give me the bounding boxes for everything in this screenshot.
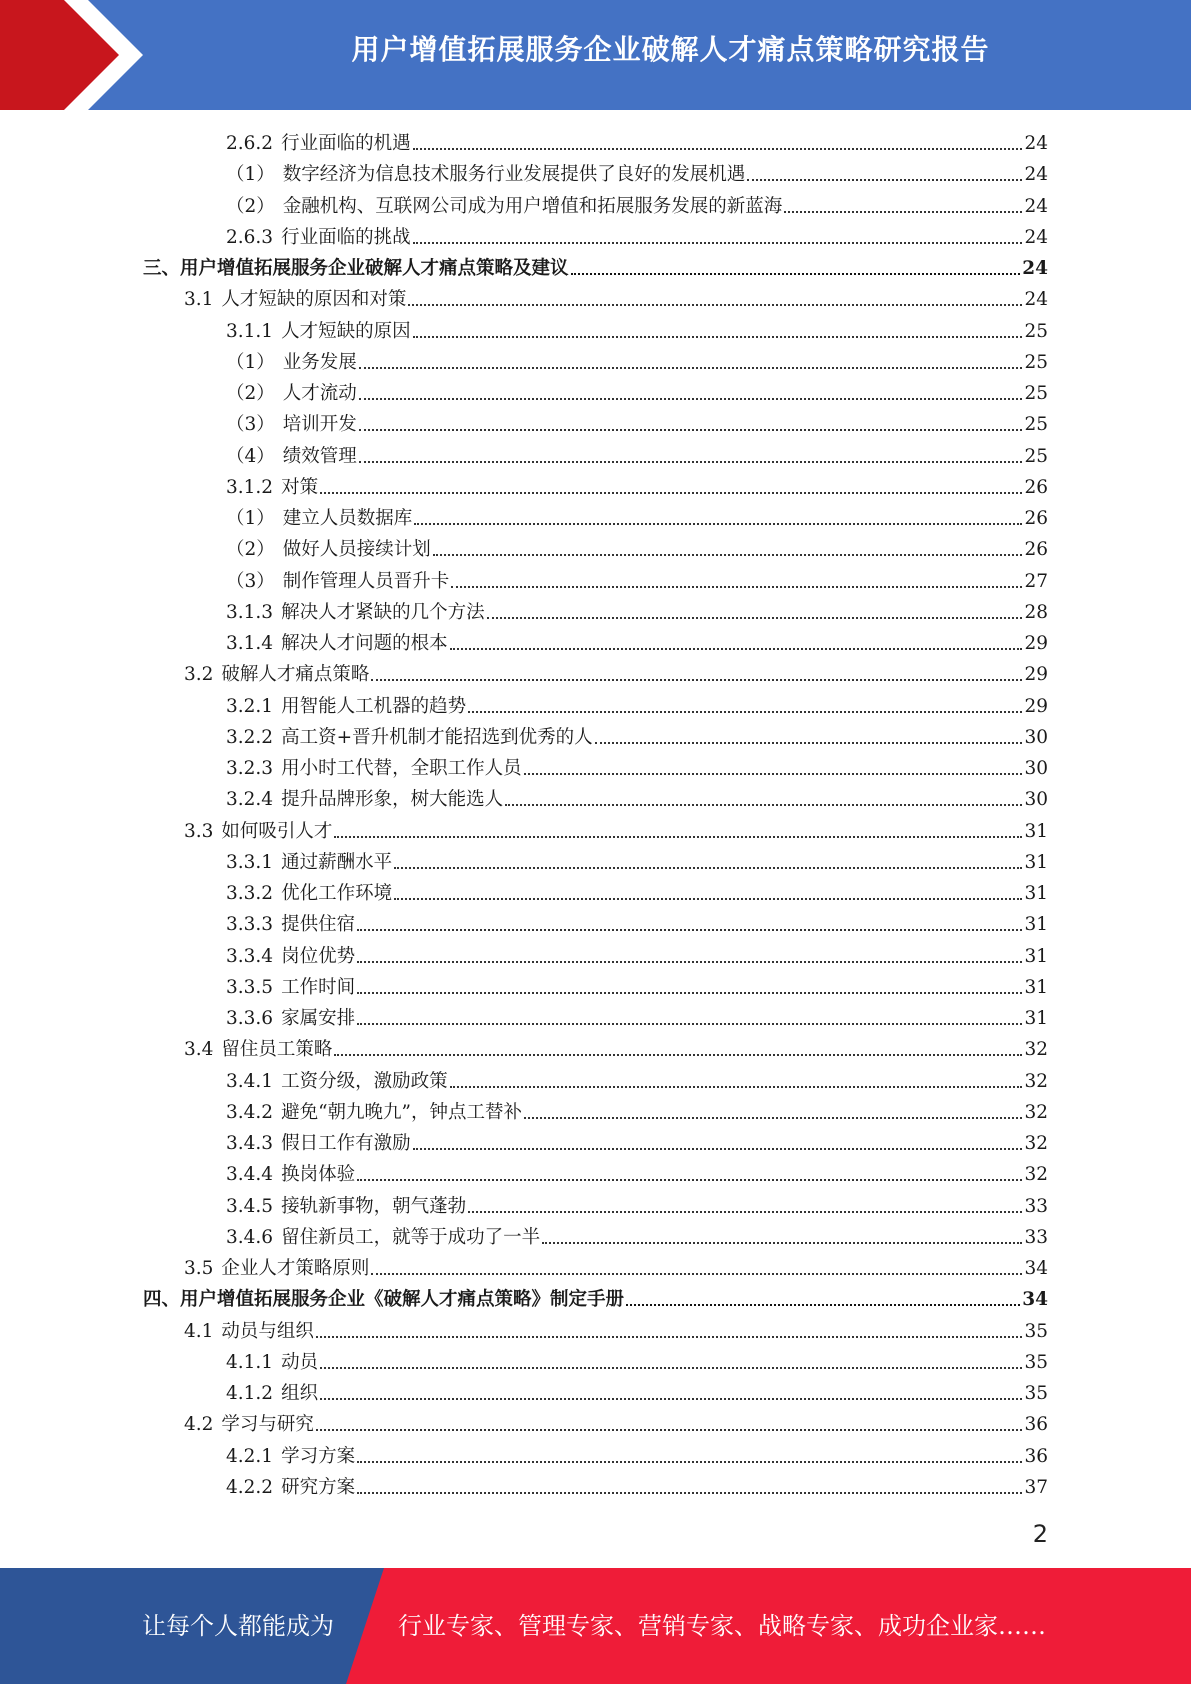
toc-entry-label: 三、用户增值拓展服务企业破解人才痛点策略及建议 xyxy=(143,258,569,279)
toc-entry[interactable] xyxy=(0,816,1191,844)
toc-entry-label: 用智能人工机器的趋势 xyxy=(281,695,467,717)
toc-entry-number: 3.2.2 xyxy=(226,726,274,748)
toc-entry-page: 24 xyxy=(1024,164,1048,186)
toc-entry[interactable] xyxy=(0,784,1191,812)
toc-entry-label: 绩效管理 xyxy=(282,445,357,467)
toc-entry-number: （1） xyxy=(226,351,275,373)
toc-entry-number: 3.3.6 xyxy=(226,1008,274,1029)
toc-entry-label: 企业人才策略原则 xyxy=(221,1258,370,1279)
toc-leader-dots xyxy=(450,648,1023,650)
toc-entry-title xyxy=(226,945,355,969)
toc-leader-dots xyxy=(487,617,1023,619)
toc-leader-dots xyxy=(316,1429,1023,1431)
toc-entry-number: 3.4.3 xyxy=(226,1133,274,1154)
toc-leader-dots xyxy=(320,1367,1022,1369)
toc-entry-number: 3.3.1 xyxy=(226,851,274,873)
toc-leader-dots xyxy=(451,586,1022,588)
toc-entry-number: 2.6.3 xyxy=(226,226,274,248)
toc-entry-page: 30 xyxy=(1024,758,1048,779)
toc-entry-number: （3） xyxy=(226,570,275,592)
toc-entry-title xyxy=(226,882,392,906)
toc-entry-label: 行业面临的挑战 xyxy=(281,226,411,248)
toc-entry-number: 3.3.3 xyxy=(226,914,274,936)
toc-entry[interactable] xyxy=(0,441,1191,469)
toc-leader-dots xyxy=(357,961,1022,963)
toc-entry-label: 行业面临的机遇 xyxy=(281,133,411,154)
toc-entry-title xyxy=(226,1070,448,1094)
toc-entry-title xyxy=(226,1007,355,1031)
toc-leader-dots xyxy=(468,1211,1022,1213)
toc-entry-number: （2） xyxy=(226,539,275,561)
toc-entry-label: 学习方案 xyxy=(281,1445,356,1467)
toc-entry-number: 3.1.3 xyxy=(226,601,274,623)
toc-entry-label: 换岗体验 xyxy=(281,1164,356,1186)
toc-entry-label: 提供住宿 xyxy=(281,914,356,936)
toc-entry-title xyxy=(184,1038,332,1062)
toc-entry-number: （3） xyxy=(226,414,275,436)
toc-entry[interactable] xyxy=(0,1284,1191,1312)
toc-entry-label: 对策 xyxy=(281,476,319,498)
toc-entry-page: 29 xyxy=(1024,664,1048,686)
page-footer xyxy=(0,1568,1191,1684)
toc-entry-number: （1） xyxy=(226,508,275,529)
toc-entry[interactable] xyxy=(0,941,1191,969)
toc-entry-number: （2） xyxy=(226,383,275,404)
toc-entry-title xyxy=(226,413,357,437)
toc-entry-number: （4） xyxy=(226,445,275,467)
toc-entry-number: 2.6.2 xyxy=(226,133,274,154)
toc-entry-label: 制作管理人员晋升卡 xyxy=(282,570,450,592)
toc-entry-label: 人才短缺的原因和对策 xyxy=(221,289,407,311)
toc-entry-page: 29 xyxy=(1024,695,1048,717)
toc-entry-title xyxy=(226,788,503,812)
toc-entry-label: 培训开发 xyxy=(282,414,357,436)
toc-entry[interactable] xyxy=(0,409,1191,437)
toc-entry-number: 3.2.1 xyxy=(226,695,274,717)
footer-slogan-right: 行业专家、管理专家、营销专家、战略专家、成功企业家…… xyxy=(398,1612,1046,1640)
toc-entry-label: 解决人才问题的根本 xyxy=(281,633,448,654)
toc-entry[interactable] xyxy=(0,1097,1191,1125)
toc-entry[interactable] xyxy=(0,159,1191,187)
toc-entry[interactable] xyxy=(0,128,1191,156)
toc-entry-page: 36 xyxy=(1024,1414,1048,1436)
toc-entry-label: 研究方案 xyxy=(281,1476,356,1498)
toc-entry-number: 3.2.4 xyxy=(226,789,274,811)
toc-entry-page: 32 xyxy=(1024,1164,1048,1186)
toc-entry-number: 4.1.1 xyxy=(226,1351,274,1373)
toc-entry-page: 25 xyxy=(1024,445,1048,467)
toc-leader-dots xyxy=(524,1117,1022,1119)
toc-entry-page: 24 xyxy=(1022,258,1048,279)
toc-entry-title xyxy=(226,695,466,719)
toc-entry-title xyxy=(226,1195,466,1219)
toc-leader-dots xyxy=(595,742,1023,744)
toc-entry-title xyxy=(184,1257,369,1281)
toc-leader-dots xyxy=(357,1179,1022,1181)
toc-leader-dots xyxy=(524,773,1023,775)
toc-entry-page: 31 xyxy=(1024,1008,1048,1029)
toc-entry-page: 31 xyxy=(1024,883,1048,904)
toc-entry-title xyxy=(226,351,357,375)
toc-entry-title xyxy=(226,1101,522,1125)
toc-leader-dots xyxy=(626,1304,1020,1306)
toc-entry[interactable] xyxy=(0,847,1191,875)
toc-leader-dots xyxy=(357,929,1022,931)
toc-entry-page: 32 xyxy=(1024,1133,1048,1154)
toc-entry[interactable] xyxy=(0,503,1191,531)
toc-entry[interactable] xyxy=(0,659,1191,687)
toc-entry[interactable] xyxy=(0,753,1191,781)
toc-leader-dots xyxy=(357,992,1022,994)
toc-entry-page: 34 xyxy=(1022,1289,1048,1311)
toc-entry-title xyxy=(226,1445,355,1469)
toc-entry-label: 通过薪酬水平 xyxy=(281,851,393,873)
toc-entry-title xyxy=(226,1163,355,1187)
toc-leader-dots xyxy=(357,1461,1022,1463)
toc-entry-label: 高工资+晋升机制才能招选到优秀的人 xyxy=(281,726,593,748)
toc-entry-number: 4.2 xyxy=(184,1414,214,1436)
toc-entry-title xyxy=(184,1320,314,1344)
toc-entry-number: 3.3 xyxy=(184,820,214,842)
toc-entry-page: 24 xyxy=(1024,133,1048,154)
toc-entry-page: 31 xyxy=(1024,976,1048,998)
toc-entry-page: 30 xyxy=(1024,726,1048,748)
toc-entry-title xyxy=(226,163,745,187)
toc-leader-dots xyxy=(371,679,1022,681)
toc-entry-title xyxy=(226,601,485,625)
toc-entry[interactable] xyxy=(0,1159,1191,1187)
toc-entry-page: 35 xyxy=(1024,1351,1048,1373)
toc-entry[interactable] xyxy=(0,691,1191,719)
toc-entry-title xyxy=(226,726,593,750)
toc-entry-title xyxy=(184,1413,314,1437)
toc-leader-dots xyxy=(359,461,1023,463)
toc-entry-number: 3.2 xyxy=(184,664,214,686)
toc-entry-page: 26 xyxy=(1024,539,1048,561)
toc-entry-label: 工作时间 xyxy=(281,976,356,998)
toc-entry-page: 31 xyxy=(1024,945,1048,967)
toc-entry[interactable] xyxy=(0,347,1191,375)
toc-entry-title xyxy=(226,632,448,656)
toc-entry-title xyxy=(143,1288,624,1312)
toc-leader-dots xyxy=(359,398,1023,400)
toc-entry[interactable] xyxy=(0,191,1191,219)
toc-leader-dots xyxy=(316,1336,1023,1338)
toc-entry-title xyxy=(226,195,782,219)
toc-entry-label: 用小时工代替，全职工作人员 xyxy=(281,758,522,779)
toc-entry-number: 4.2.2 xyxy=(226,1476,274,1498)
toc-entry[interactable] xyxy=(0,534,1191,562)
toc-entry-title xyxy=(226,570,449,594)
page-header xyxy=(0,0,1191,110)
toc-leader-dots xyxy=(468,711,1022,713)
toc-entry[interactable] xyxy=(0,1128,1191,1156)
toc-entry-page: 37 xyxy=(1024,1476,1048,1498)
toc-entry-number: （2） xyxy=(226,195,275,217)
toc-entry-title xyxy=(226,1132,411,1156)
toc-leader-dots xyxy=(394,867,1022,869)
toc-entry-page: 24 xyxy=(1024,289,1048,311)
toc-entry-title xyxy=(226,1382,318,1406)
toc-leader-dots xyxy=(334,836,1022,838)
toc-entry-label: 学习与研究 xyxy=(221,1414,314,1436)
toc-entry[interactable] xyxy=(0,909,1191,937)
toc-leader-dots xyxy=(747,179,1022,181)
toc-entry-title xyxy=(226,757,522,781)
toc-entry-title xyxy=(184,820,332,844)
toc-entry-label: 工资分级，激励政策 xyxy=(281,1070,448,1092)
toc-leader-dots xyxy=(357,1492,1022,1494)
toc-entry[interactable] xyxy=(0,1222,1191,1250)
toc-entry-page: 36 xyxy=(1024,1445,1048,1467)
toc-entry-number: 3.4.1 xyxy=(226,1070,274,1092)
toc-entry-title xyxy=(226,507,412,531)
toc-entry-label: 避免“朝九晚九”，钟点工替补 xyxy=(281,1101,522,1123)
toc-entry-label: 动员 xyxy=(281,1351,319,1373)
toc-entry-label: 数字经济为信息技术服务行业发展提供了良好的发展机遇 xyxy=(282,164,746,186)
toc-entry-label: 破解人才痛点策略 xyxy=(221,664,370,686)
toc-entry-page: 25 xyxy=(1024,351,1048,373)
toc-entry-page: 26 xyxy=(1024,508,1048,529)
toc-entry-label: 人才短缺的原因 xyxy=(281,320,411,342)
toc-leader-dots xyxy=(394,898,1022,900)
toc-leader-dots xyxy=(571,273,1021,275)
toc-entry[interactable] xyxy=(0,628,1191,656)
toc-entry[interactable] xyxy=(0,722,1191,750)
toc-entry-number: 3.3.5 xyxy=(226,976,274,998)
toc-entry-label: 家属安排 xyxy=(281,1008,356,1029)
toc-entry[interactable] xyxy=(0,878,1191,906)
toc-entry-label: 留住员工策略 xyxy=(221,1039,333,1061)
toc-entry-page: 31 xyxy=(1024,914,1048,936)
toc-entry[interactable] xyxy=(0,566,1191,594)
toc-entry[interactable] xyxy=(0,1066,1191,1094)
toc-entry[interactable] xyxy=(0,472,1191,500)
toc-entry[interactable] xyxy=(0,1472,1191,1500)
toc-entry-number: 4.2.1 xyxy=(226,1445,274,1467)
toc-entry-page: 29 xyxy=(1024,633,1048,654)
toc-entry-title xyxy=(226,226,411,250)
toc-entry-number: 3.2.3 xyxy=(226,758,274,779)
toc-entry-label: 接轨新事物，朝气蓬勃 xyxy=(281,1195,467,1217)
toc-entry-page: 35 xyxy=(1024,1320,1048,1342)
toc-leader-dots xyxy=(784,211,1022,213)
toc-leader-dots xyxy=(371,1273,1022,1275)
toc-entry-label: 如何吸引人才 xyxy=(221,820,333,842)
toc-leader-dots xyxy=(359,429,1023,431)
page-number: 2 xyxy=(1032,1520,1048,1548)
toc-entry-number: 3.1.2 xyxy=(226,476,274,498)
toc-entry[interactable] xyxy=(0,253,1191,281)
toc-entry[interactable] xyxy=(0,1409,1191,1437)
toc-entry-label: 优化工作环境 xyxy=(281,883,393,904)
toc-leader-dots xyxy=(413,148,1023,150)
toc-entry-page: 26 xyxy=(1024,476,1048,498)
toc-entry-label: 人才流动 xyxy=(282,383,357,404)
toc-entry-title xyxy=(226,382,357,406)
toc-entry-page: 24 xyxy=(1024,226,1048,248)
toc-entry-page: 32 xyxy=(1024,1070,1048,1092)
toc-entry-title xyxy=(226,476,318,500)
toc-entry-title xyxy=(226,445,357,469)
toc-entry-title xyxy=(226,1351,318,1375)
toc-entry-number: 3.1.1 xyxy=(226,320,274,342)
toc-entry-label: 业务发展 xyxy=(282,351,357,373)
toc-entry-title xyxy=(143,257,569,281)
toc-entry-label: 金融机构、互联网公司成为用户增值和拓展服务发展的新蓝海 xyxy=(282,195,783,217)
toc-entry-title xyxy=(226,320,411,344)
toc-entry[interactable] xyxy=(0,1378,1191,1406)
toc-leader-dots xyxy=(334,1054,1022,1056)
toc-entry-label: 做好人员接续计划 xyxy=(282,539,431,561)
toc-leader-dots xyxy=(413,336,1023,338)
toc-entry[interactable] xyxy=(0,284,1191,312)
toc-entry-page: 31 xyxy=(1024,851,1048,873)
toc-entry-label: 组织 xyxy=(281,1383,319,1404)
toc-entry[interactable] xyxy=(0,1441,1191,1469)
toc-leader-dots xyxy=(413,1148,1023,1150)
toc-entry-label: 解决人才紧缺的几个方法 xyxy=(281,601,485,623)
toc-entry-number: 3.1.4 xyxy=(226,633,274,654)
toc-entry-page: 32 xyxy=(1024,1101,1048,1123)
toc-entry-number: 3.4.6 xyxy=(226,1226,274,1248)
toc-entry-number: 3.4.2 xyxy=(226,1101,274,1123)
toc-entry-number: 3.1 xyxy=(184,289,214,311)
toc-entry-number: 3.3.2 xyxy=(226,883,274,904)
toc-entry-title xyxy=(226,1476,355,1500)
toc-entry-page: 35 xyxy=(1024,1383,1048,1404)
toc-leader-dots xyxy=(320,492,1022,494)
toc-entry-label: 提升品牌形象，树大能选人 xyxy=(281,789,504,811)
toc-entry[interactable] xyxy=(0,1191,1191,1219)
toc-entry[interactable] xyxy=(0,316,1191,344)
toc-entry-label: 假日工作有激励 xyxy=(281,1133,411,1154)
toc-entry[interactable] xyxy=(0,1003,1191,1031)
report-title: 用户增值拓展服务企业破解人才痛点策略研究报告 xyxy=(351,33,990,66)
footer-slogan-left: 让每个人都能成为 xyxy=(142,1612,334,1640)
toc-entry[interactable] xyxy=(0,1253,1191,1281)
toc-entry-page: 25 xyxy=(1024,383,1048,404)
toc-leader-dots xyxy=(414,523,1022,525)
toc-entry-title xyxy=(226,538,431,562)
toc-leader-dots xyxy=(450,1086,1023,1088)
toc-entry-page: 32 xyxy=(1024,1039,1048,1061)
toc-entry-number: 3.4.4 xyxy=(226,1164,274,1186)
toc-entry-title xyxy=(226,851,392,875)
toc-entry-number: 3.3.4 xyxy=(226,945,274,967)
toc-entry-page: 24 xyxy=(1024,195,1048,217)
toc-entry-number: 4.1 xyxy=(184,1320,214,1342)
toc-entry-title xyxy=(226,132,411,156)
toc-leader-dots xyxy=(320,1398,1022,1400)
toc-entry-title xyxy=(184,663,369,687)
toc-leader-dots xyxy=(357,1023,1022,1025)
toc-entry[interactable] xyxy=(0,378,1191,406)
toc-entry[interactable] xyxy=(0,597,1191,625)
toc-entry-label: 建立人员数据库 xyxy=(282,508,413,529)
toc-entry-number: 3.5 xyxy=(184,1258,214,1279)
toc-leader-dots xyxy=(505,804,1022,806)
toc-entry-page: 25 xyxy=(1024,320,1048,342)
chevron-arrow-icon xyxy=(0,0,150,110)
toc-entry[interactable] xyxy=(0,1034,1191,1062)
toc-entry[interactable] xyxy=(0,1316,1191,1344)
toc-entry[interactable] xyxy=(0,222,1191,250)
toc-entry-page: 27 xyxy=(1024,570,1048,592)
toc-entry-number: 3.4 xyxy=(184,1039,214,1061)
toc-entry-title xyxy=(184,288,406,312)
toc-entry-page: 28 xyxy=(1024,601,1048,623)
toc-entry-page: 33 xyxy=(1024,1226,1048,1248)
toc-entry-page: 33 xyxy=(1024,1195,1048,1217)
toc-entry-label: 四、用户增值拓展服务企业《破解人才痛点策略》制定手册 xyxy=(143,1289,625,1311)
toc-entry-title xyxy=(226,976,355,1000)
toc-leader-dots xyxy=(359,367,1023,369)
toc-entry-number: 4.1.2 xyxy=(226,1383,274,1404)
toc-leader-dots xyxy=(433,554,1023,556)
toc-entry-label: 岗位优势 xyxy=(281,945,356,967)
toc-entry[interactable] xyxy=(0,1347,1191,1375)
toc-entry-page: 30 xyxy=(1024,789,1048,811)
toc-entry-label: 留住新员工，就等于成功了一半 xyxy=(281,1226,541,1248)
toc-entry-number: （1） xyxy=(226,164,275,186)
toc-entry-page: 25 xyxy=(1024,414,1048,436)
toc-leader-dots xyxy=(542,1242,1022,1244)
toc-leader-dots xyxy=(408,304,1022,306)
toc-entry-title xyxy=(226,913,355,937)
toc-entry-page: 31 xyxy=(1024,820,1048,842)
toc-entry-label: 动员与组织 xyxy=(221,1320,314,1342)
toc-entry-title xyxy=(226,1226,540,1250)
toc-entry-page: 34 xyxy=(1024,1258,1048,1279)
toc-entry[interactable] xyxy=(0,972,1191,1000)
toc-entry-number: 3.4.5 xyxy=(226,1195,274,1217)
toc-leader-dots xyxy=(413,242,1023,244)
